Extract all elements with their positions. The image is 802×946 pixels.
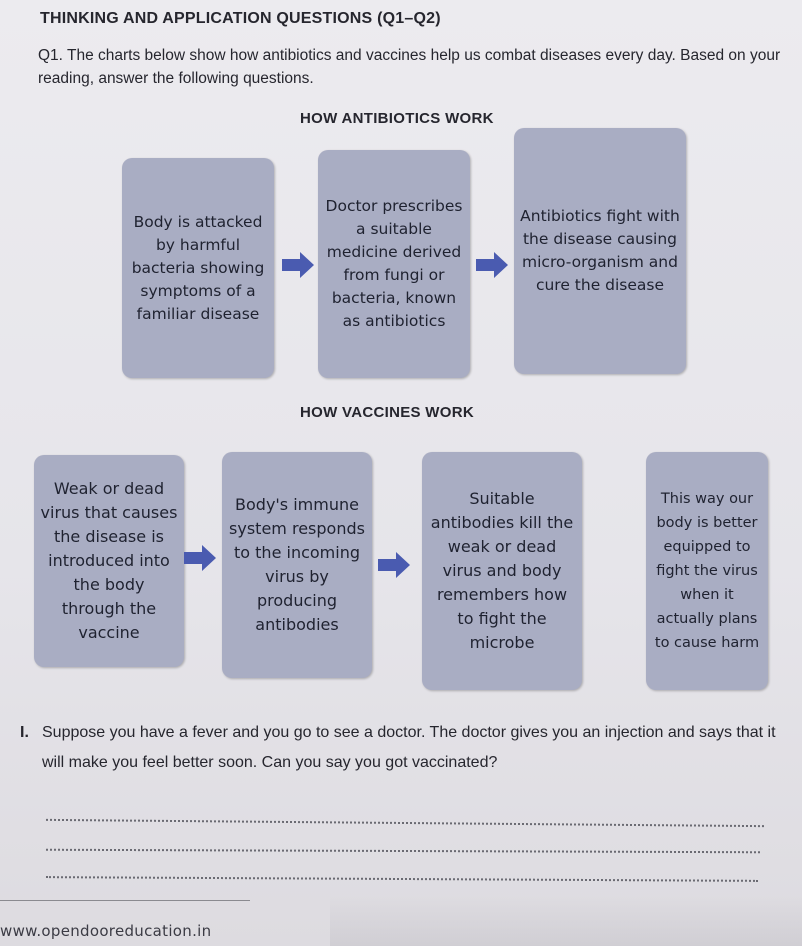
footer-divider bbox=[0, 900, 250, 901]
vaccines-step-1: Weak or dead virus that causes the disease is introduced into the body through the vaccine bbox=[34, 455, 184, 667]
right-arrow-icon bbox=[378, 552, 412, 578]
vaccines-heading: HOW VACCINES WORK bbox=[300, 404, 474, 421]
answer-line-3[interactable] bbox=[46, 876, 758, 882]
question-number: I. bbox=[20, 724, 29, 741]
vaccines-step-4: This way our body is better equipped to fight the virus when it actually plans to cause harm bbox=[646, 452, 768, 690]
vaccines-step-2: Body's immune system responds to the incoming virus by producing antibodies bbox=[222, 452, 372, 678]
vaccines-step-3: Suitable antibodies kill the weak or dead virus and body remembers how to fight the microbe bbox=[422, 452, 582, 690]
q1-intro: Q1. The charts below show how antibiotics and vaccines help us combat diseases every day. Based on your reading, answer the following questions. bbox=[38, 47, 781, 87]
antibiotics-step-1: Body is attacked by harmful bacteria showing symptoms of a familiar disease bbox=[122, 158, 274, 378]
right-arrow-icon bbox=[282, 252, 316, 278]
antibiotics-heading: HOW ANTIBIOTICS WORK bbox=[300, 110, 494, 127]
question-1 bbox=[20, 718, 800, 778]
right-arrow-icon bbox=[184, 545, 218, 571]
answer-line-1[interactable] bbox=[46, 819, 764, 827]
antibiotics-step-2: Doctor prescribes a suitable medicine derived from fungi or bacteria, known as antibiotics bbox=[318, 150, 470, 378]
page-title: THINKING AND APPLICATION QUESTIONS (Q1–Q2) bbox=[40, 10, 441, 27]
footer-url: www.opendooreducation.in bbox=[0, 922, 212, 940]
answer-line-2[interactable] bbox=[46, 849, 760, 853]
right-arrow-icon bbox=[476, 252, 510, 278]
question-text: Suppose you have a fever and you go to see a doctor. The doctor gives you an injection and says that it will make you feel better soon. Can you say you got vaccinated? bbox=[42, 724, 776, 771]
antibiotics-step-3: Antibiotics fight with the disease causing micro-organism and cure the disease bbox=[514, 128, 686, 374]
page-shadow bbox=[330, 895, 802, 946]
